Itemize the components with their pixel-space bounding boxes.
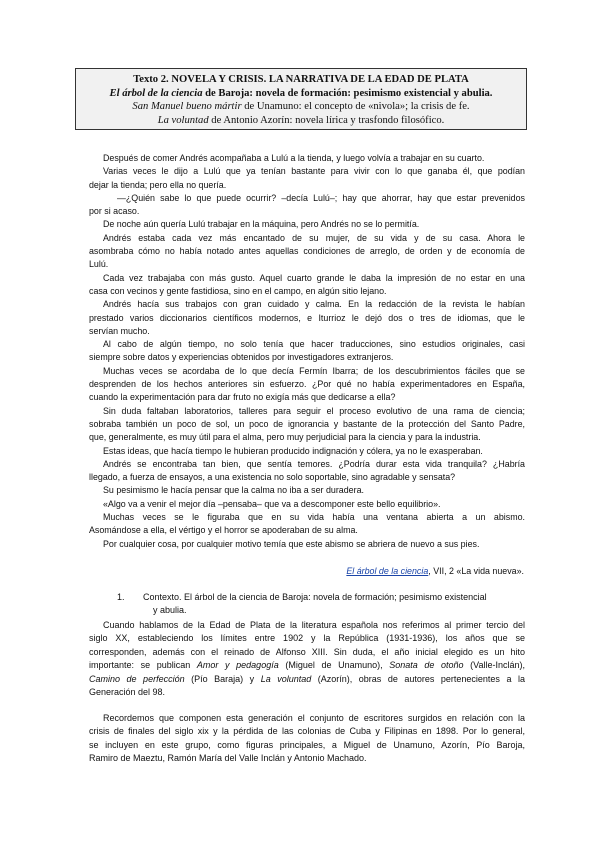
subtitle-unamuno: [76, 100, 526, 114]
work-title: Camino de perfección: [89, 673, 185, 684]
text-run: (Pío Baraja) y: [184, 673, 261, 684]
excerpt-line: Muchas veces se acordaba de lo que decía Fermín Ibarra; de los descubrimientos fáciles que se: [103, 365, 525, 376]
excerpt-line: Su pesimismo le hacía pensar que la calma no iba a ser duradera.: [103, 485, 364, 496]
subtitle-azorin: [76, 114, 526, 128]
excerpt-line: llegado, a fuerza de ensayos, a una existencia no solo soportable, sino agradable y sensata?: [89, 472, 456, 483]
excerpt-paragraph: [89, 232, 525, 272]
paragraph-line: Ramiro de Maeztu, Ramón María del Valle Inclán y Antonio Machado.: [89, 753, 367, 764]
excerpt-line: «Algo va a venir el mejor día –pensaba– que va a descomponer este bello equilibrio».: [103, 498, 441, 509]
subtitle-baroja: [76, 87, 526, 101]
section-heading: [143, 591, 525, 618]
source-rest: , VII, 2 «La vida nueva».: [428, 566, 524, 576]
excerpt-line: Varias veces le dijo a Lulú que ya tenían bastante para vivir con lo que ganaba él, que podían: [103, 166, 525, 177]
excerpt-line: servían mucho.: [89, 325, 150, 336]
excerpt-line: Después de comer Andrés acompañaba a Lulú a la tienda, y luego volvía a trabajar en su cuarto.: [103, 153, 485, 163]
title-line: Texto 2. NOVELA Y CRISIS. LA NARRATIVA DE LA EDAD DE PLATA: [133, 74, 469, 85]
paragraph-line: Cuando hablamos de la Edad de Plata de la literatura española nos referimos al primer tercio del: [103, 620, 525, 630]
paragraph-2: [89, 712, 525, 766]
paragraph-1: [89, 619, 525, 699]
paragraph-line: Generación del 98.: [89, 687, 166, 698]
excerpt-paragraph: [89, 484, 525, 497]
excerpt-line: Por cualquier cosa, por cualquier motivo temía que este abismo se abriera de nuevo a sus pies.: [103, 538, 480, 549]
excerpt-paragraph: [89, 498, 525, 511]
paragraph-line: crisis de finales del siglo xix y la pérdida de las colonias de Cuba y Filipinas en 1898. Por lo general,: [89, 726, 525, 737]
text-run: importante: se publican: [89, 660, 197, 671]
excerpt-line: De noche aún quería Lulú trabajar en la máquina, pero Andrés no se lo permitía.: [103, 219, 420, 230]
excerpt-text: [89, 152, 525, 551]
excerpt-line: Asomándose a ella, el vértigo y el horror se apoderaban de su alma.: [89, 525, 358, 536]
excerpt-line: Lulú.: [89, 259, 109, 270]
excerpt-line: que, generalmente, es muy útil para el alma, pero muy perjudicial para la ciencia y para la industria.: [89, 432, 481, 443]
excerpt-line: desprenden de los hechos anteriores sin esfuerzo. ¿Por qué no había experimentadores en España,: [89, 379, 525, 390]
excerpt-line: Andrés estaba cada vez más encantado de su mujer, de su vida y de su casa. Ahora le: [103, 232, 525, 243]
excerpt-line: Cada vez trabajaba con más gusto. Aquel cuarto grande le daba la impresión de no estar en una: [103, 272, 525, 283]
paragraph-line: siglo XX, estableciendo los límites entre 1902 y la República (1931-1936), los años que se: [89, 633, 525, 644]
section-heading-line: Contexto. El árbol de la ciencia de Baroja: novela de formación; pesimismo existencial: [143, 592, 487, 602]
source-citation: [346, 566, 524, 576]
excerpt-line: prestado varios diccionarios científicos modernos, e Iturrioz le dejó dos o tres de idiomas, que le: [89, 312, 525, 323]
paragraph-line: Recordemos que componen esta generación el conjunto de escritores surgidos en relación con la: [103, 713, 525, 723]
excerpt-line: siempre sobre datos y experiencias obtenidos por investigadores extranjeros.: [89, 352, 394, 363]
excerpt-paragraph: [89, 405, 525, 445]
section-heading-line: y abulia.: [153, 605, 187, 616]
excerpt-line: Andrés se encontraba tan bien, que sentía temores. ¿Podría durar esta vida tranquila? ¿Habría: [103, 458, 525, 469]
excerpt-paragraph: [89, 365, 525, 405]
section-number: 1.: [117, 592, 125, 602]
subtitle-azorin-text: de Antonio Azorín: novela lírica y trasfondo filosófico.: [208, 114, 445, 126]
excerpt-line: Estas ideas, que hacía tiempo le hubieran producido indignación y cólera, ya no le exasperaban.: [103, 445, 483, 456]
source-link[interactable]: El árbol de la ciencia: [346, 566, 429, 576]
text-run: (Azorín), obras de autores pertenecientes a la: [311, 673, 525, 684]
excerpt-paragraph: [89, 152, 525, 165]
excerpt-line: por si acaso.: [89, 206, 140, 217]
excerpt-line: cuando la experimentación para dar fruto no exigía más que dedicarse a ella?: [89, 392, 396, 403]
excerpt-line: Andrés hacía sus trabajos con gran cuidado y calma. En la redacción de la revista le habían: [103, 299, 525, 310]
subtitle-baroja-text: de Baroja: novela de formación: pesimismo existencial y abulia.: [202, 87, 493, 99]
excerpt-line: Sin duda faltaban laboratorios, talleres para seguir el proceso evolutivo de una rama de ciencia;: [103, 405, 525, 416]
excerpt-paragraph: [89, 538, 525, 551]
excerpt-line: dejar la tienda; pero ella no quería.: [89, 179, 227, 190]
excerpt-paragraph: [89, 192, 525, 219]
excerpt-line: casa con vecinos y gente fastidiosa, sino en el campo, en algún sitio lejano.: [89, 285, 387, 296]
paragraph-line: [89, 673, 525, 686]
excerpt-line: asombraba cómo no había notado antes aquellas condiciones de arreglo, de orden y de economía de: [89, 246, 525, 257]
excerpt-paragraph: [89, 165, 525, 192]
paragraph-line: corresponden, además con el reinado de Alfonso XIII. Sin duda, el año inicial elegido es un hito: [89, 646, 525, 657]
excerpt-paragraph: [89, 511, 525, 538]
work-title: Amor y pedagogía: [196, 660, 279, 671]
subtitle-unamuno-text: de Unamuno: el concepto de «nivola»; la crisis de fe.: [241, 101, 470, 112]
paragraph-line: se incluyen en este grupo, como figuras principales, a Miguel de Unamuno, Azorín, Pío Baroja,: [89, 739, 525, 750]
excerpt-paragraph: [89, 272, 525, 299]
work-title-voluntad: La voluntad: [157, 114, 209, 126]
title-box: [75, 68, 527, 130]
excerpt-line: sobraba también un poco de sol, un poco de ignorancia y bastante de la protección del Santo Padre,: [89, 418, 525, 429]
excerpt-paragraph: [89, 338, 525, 365]
excerpt-paragraph: [89, 298, 525, 338]
excerpt-paragraph: [89, 218, 525, 231]
excerpt-line: Al cabo de algún tiempo, no solo tenía que hacer traducciones, sino estudios originales, casi: [103, 339, 525, 350]
text-run: (Valle-Inclán),: [463, 660, 526, 671]
work-title: Sonata de otoño: [389, 660, 464, 671]
excerpt-paragraph: [89, 458, 525, 485]
excerpt-line: Muchas veces se le figuraba que en su vida había una ventana abierta a un abismo.: [103, 512, 525, 523]
work-title-arbol: El árbol de la ciencia: [109, 87, 203, 99]
work-title-san-manuel: San Manuel bueno mártir: [132, 101, 242, 112]
work-title: La voluntad: [260, 673, 312, 684]
excerpt-paragraph: [89, 445, 525, 458]
excerpt-line: —¿Quién sabe lo que puede ocurrir? –decía Lulú–; hay que ahorrar, hay que estar prevenidos: [117, 192, 525, 203]
text-run: (Miguel de Unamuno),: [278, 660, 390, 671]
paragraph-line: [89, 659, 525, 672]
